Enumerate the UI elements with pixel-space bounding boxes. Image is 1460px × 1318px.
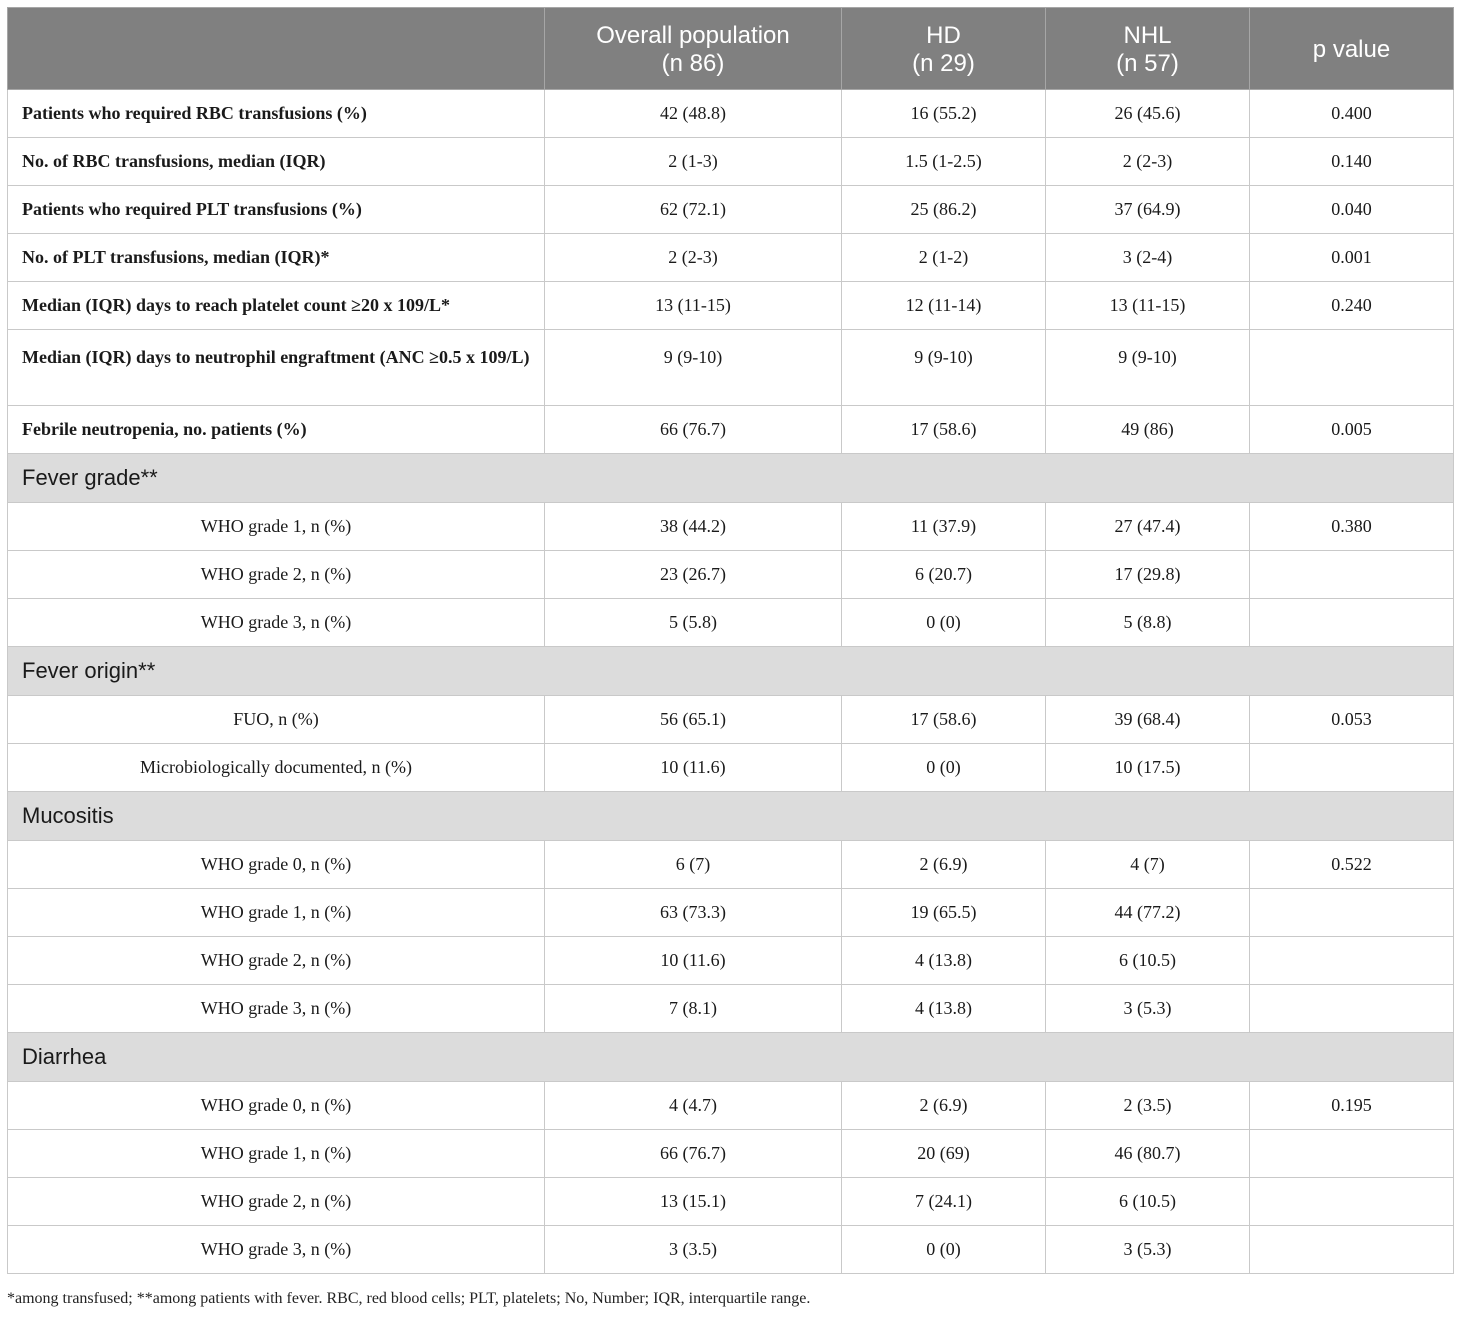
table-row [8,889,1454,937]
cell-nhl: 27 (47.4) [1046,503,1250,551]
table-row [8,744,1454,792]
row-label: Patients who required RBC transfusions (%) [8,90,545,138]
table-body [8,90,1454,1274]
row-label: Microbiologically documented, n (%) [8,744,545,792]
cell-hd: 2 (6.9) [842,841,1046,889]
row-label: WHO grade 0, n (%) [8,841,545,889]
table-row [8,696,1454,744]
table-row [8,551,1454,599]
section-header-row [8,647,1454,696]
section-title: Fever grade** [8,454,1454,503]
cell-hd: 4 (13.8) [842,937,1046,985]
cell-p-value: 0.522 [1250,841,1454,889]
table-row [8,330,1454,406]
cell-hd: 7 (24.1) [842,1178,1046,1226]
cell-p-value: 0.040 [1250,186,1454,234]
cell-hd: 2 (1-2) [842,234,1046,282]
cell-overall: 5 (5.8) [545,599,842,647]
table-row [8,1178,1454,1226]
header-hd-title: HD [926,21,961,49]
row-label: FUO, n (%) [8,696,545,744]
cell-nhl: 17 (29.8) [1046,551,1250,599]
header-p-value: p value [1250,8,1454,90]
row-label: WHO grade 1, n (%) [8,889,545,937]
header-nhl-title: NHL [1123,21,1172,49]
cell-p-value: 0.053 [1250,696,1454,744]
cell-p-value [1250,744,1454,792]
header-overall-n: (n 86) [661,49,725,77]
cell-p-value [1250,937,1454,985]
row-label: WHO grade 1, n (%) [8,1130,545,1178]
cell-overall: 10 (11.6) [545,937,842,985]
table-row [8,503,1454,551]
cell-overall: 23 (26.7) [545,551,842,599]
cell-overall: 42 (48.8) [545,90,842,138]
cell-p-value: 0.380 [1250,503,1454,551]
table-row [8,1082,1454,1130]
section-title: Fever origin** [8,647,1454,696]
cell-hd: 17 (58.6) [842,406,1046,454]
cell-nhl: 6 (10.5) [1046,937,1250,985]
table-row [8,90,1454,138]
table-footnote: *among transfused; **among patients with fever. RBC, red blood cells; PLT, platelets; No, Number; IQR, interquartile range. [7,1290,811,1307]
cell-hd: 0 (0) [842,744,1046,792]
cell-nhl: 39 (68.4) [1046,696,1250,744]
header-empty-cell [8,8,545,90]
cell-hd: 2 (6.9) [842,1082,1046,1130]
cell-p-value [1250,1130,1454,1178]
cell-p-value [1250,551,1454,599]
header-hd [842,8,1046,90]
cell-nhl: 2 (3.5) [1046,1082,1250,1130]
cell-p-value [1250,1226,1454,1274]
cell-p-value: 0.240 [1250,282,1454,330]
header-overall-population [545,8,842,90]
row-label: WHO grade 3, n (%) [8,599,545,647]
row-label: Median (IQR) days to neutrophil engraftment (ANC ≥0.5 x 109/L) [8,330,545,406]
row-label: Patients who required PLT transfusions (%) [8,186,545,234]
header-overall-title: Overall population [596,21,790,49]
cell-nhl: 6 (10.5) [1046,1178,1250,1226]
cell-overall: 66 (76.7) [545,406,842,454]
cell-nhl: 49 (86) [1046,406,1250,454]
table-row [8,282,1454,330]
table-row [8,138,1454,186]
cell-nhl: 13 (11-15) [1046,282,1250,330]
cell-nhl: 10 (17.5) [1046,744,1250,792]
row-label: No. of RBC transfusions, median (IQR) [8,138,545,186]
cell-p-value [1250,985,1454,1033]
table-row [8,406,1454,454]
results-table [7,7,1454,1274]
cell-nhl: 5 (8.8) [1046,599,1250,647]
cell-hd: 9 (9-10) [842,330,1046,406]
cell-overall: 2 (2-3) [545,234,842,282]
row-label: WHO grade 2, n (%) [8,1178,545,1226]
row-label: WHO grade 3, n (%) [8,1226,545,1274]
cell-overall: 4 (4.7) [545,1082,842,1130]
cell-p-value [1250,330,1454,406]
cell-p-value: 0.140 [1250,138,1454,186]
cell-hd: 20 (69) [842,1130,1046,1178]
cell-overall: 3 (3.5) [545,1226,842,1274]
cell-nhl: 37 (64.9) [1046,186,1250,234]
section-header-row [8,792,1454,841]
cell-overall: 63 (73.3) [545,889,842,937]
cell-overall: 6 (7) [545,841,842,889]
cell-hd: 6 (20.7) [842,551,1046,599]
cell-hd: 4 (13.8) [842,985,1046,1033]
header-hd-n: (n 29) [912,49,975,77]
table-row [8,599,1454,647]
header-nhl-n: (n 57) [1116,49,1179,77]
cell-nhl: 3 (5.3) [1046,985,1250,1033]
cell-overall: 10 (11.6) [545,744,842,792]
cell-p-value [1250,889,1454,937]
cell-nhl: 3 (5.3) [1046,1226,1250,1274]
cell-nhl: 4 (7) [1046,841,1250,889]
table-row [8,186,1454,234]
table-header [8,8,1454,90]
header-row [8,8,1454,90]
row-label: WHO grade 1, n (%) [8,503,545,551]
table-row [8,985,1454,1033]
cell-nhl: 26 (45.6) [1046,90,1250,138]
row-label: WHO grade 3, n (%) [8,985,545,1033]
section-title: Mucositis [8,792,1454,841]
cell-overall: 13 (15.1) [545,1178,842,1226]
cell-p-value [1250,1178,1454,1226]
row-label: WHO grade 2, n (%) [8,551,545,599]
cell-overall: 56 (65.1) [545,696,842,744]
table-row [8,234,1454,282]
cell-hd: 1.5 (1-2.5) [842,138,1046,186]
table-container [7,7,1453,1274]
cell-overall: 2 (1-3) [545,138,842,186]
cell-nhl: 2 (2-3) [1046,138,1250,186]
table-row [8,1226,1454,1274]
cell-p-value [1250,599,1454,647]
cell-hd: 0 (0) [842,1226,1046,1274]
cell-hd: 11 (37.9) [842,503,1046,551]
table-row [8,1130,1454,1178]
cell-p-value: 0.400 [1250,90,1454,138]
cell-nhl: 46 (80.7) [1046,1130,1250,1178]
cell-p-value: 0.005 [1250,406,1454,454]
cell-overall: 13 (11-15) [545,282,842,330]
table-row [8,937,1454,985]
cell-overall: 9 (9-10) [545,330,842,406]
header-nhl [1046,8,1250,90]
cell-nhl: 3 (2-4) [1046,234,1250,282]
row-label: No. of PLT transfusions, median (IQR)* [8,234,545,282]
cell-nhl: 44 (77.2) [1046,889,1250,937]
table-row [8,841,1454,889]
cell-hd: 17 (58.6) [842,696,1046,744]
cell-p-value: 0.195 [1250,1082,1454,1130]
cell-overall: 38 (44.2) [545,503,842,551]
row-label: WHO grade 0, n (%) [8,1082,545,1130]
section-header-row [8,1033,1454,1082]
row-label: Median (IQR) days to reach platelet count ≥20 x 109/L* [8,282,545,330]
section-title: Diarrhea [8,1033,1454,1082]
cell-hd: 25 (86.2) [842,186,1046,234]
cell-hd: 0 (0) [842,599,1046,647]
cell-overall: 66 (76.7) [545,1130,842,1178]
cell-hd: 19 (65.5) [842,889,1046,937]
cell-nhl: 9 (9-10) [1046,330,1250,406]
row-label: WHO grade 2, n (%) [8,937,545,985]
cell-overall: 62 (72.1) [545,186,842,234]
cell-hd: 16 (55.2) [842,90,1046,138]
row-label: Febrile neutropenia, no. patients (%) [8,406,545,454]
section-header-row [8,454,1454,503]
cell-overall: 7 (8.1) [545,985,842,1033]
cell-p-value: 0.001 [1250,234,1454,282]
cell-hd: 12 (11-14) [842,282,1046,330]
